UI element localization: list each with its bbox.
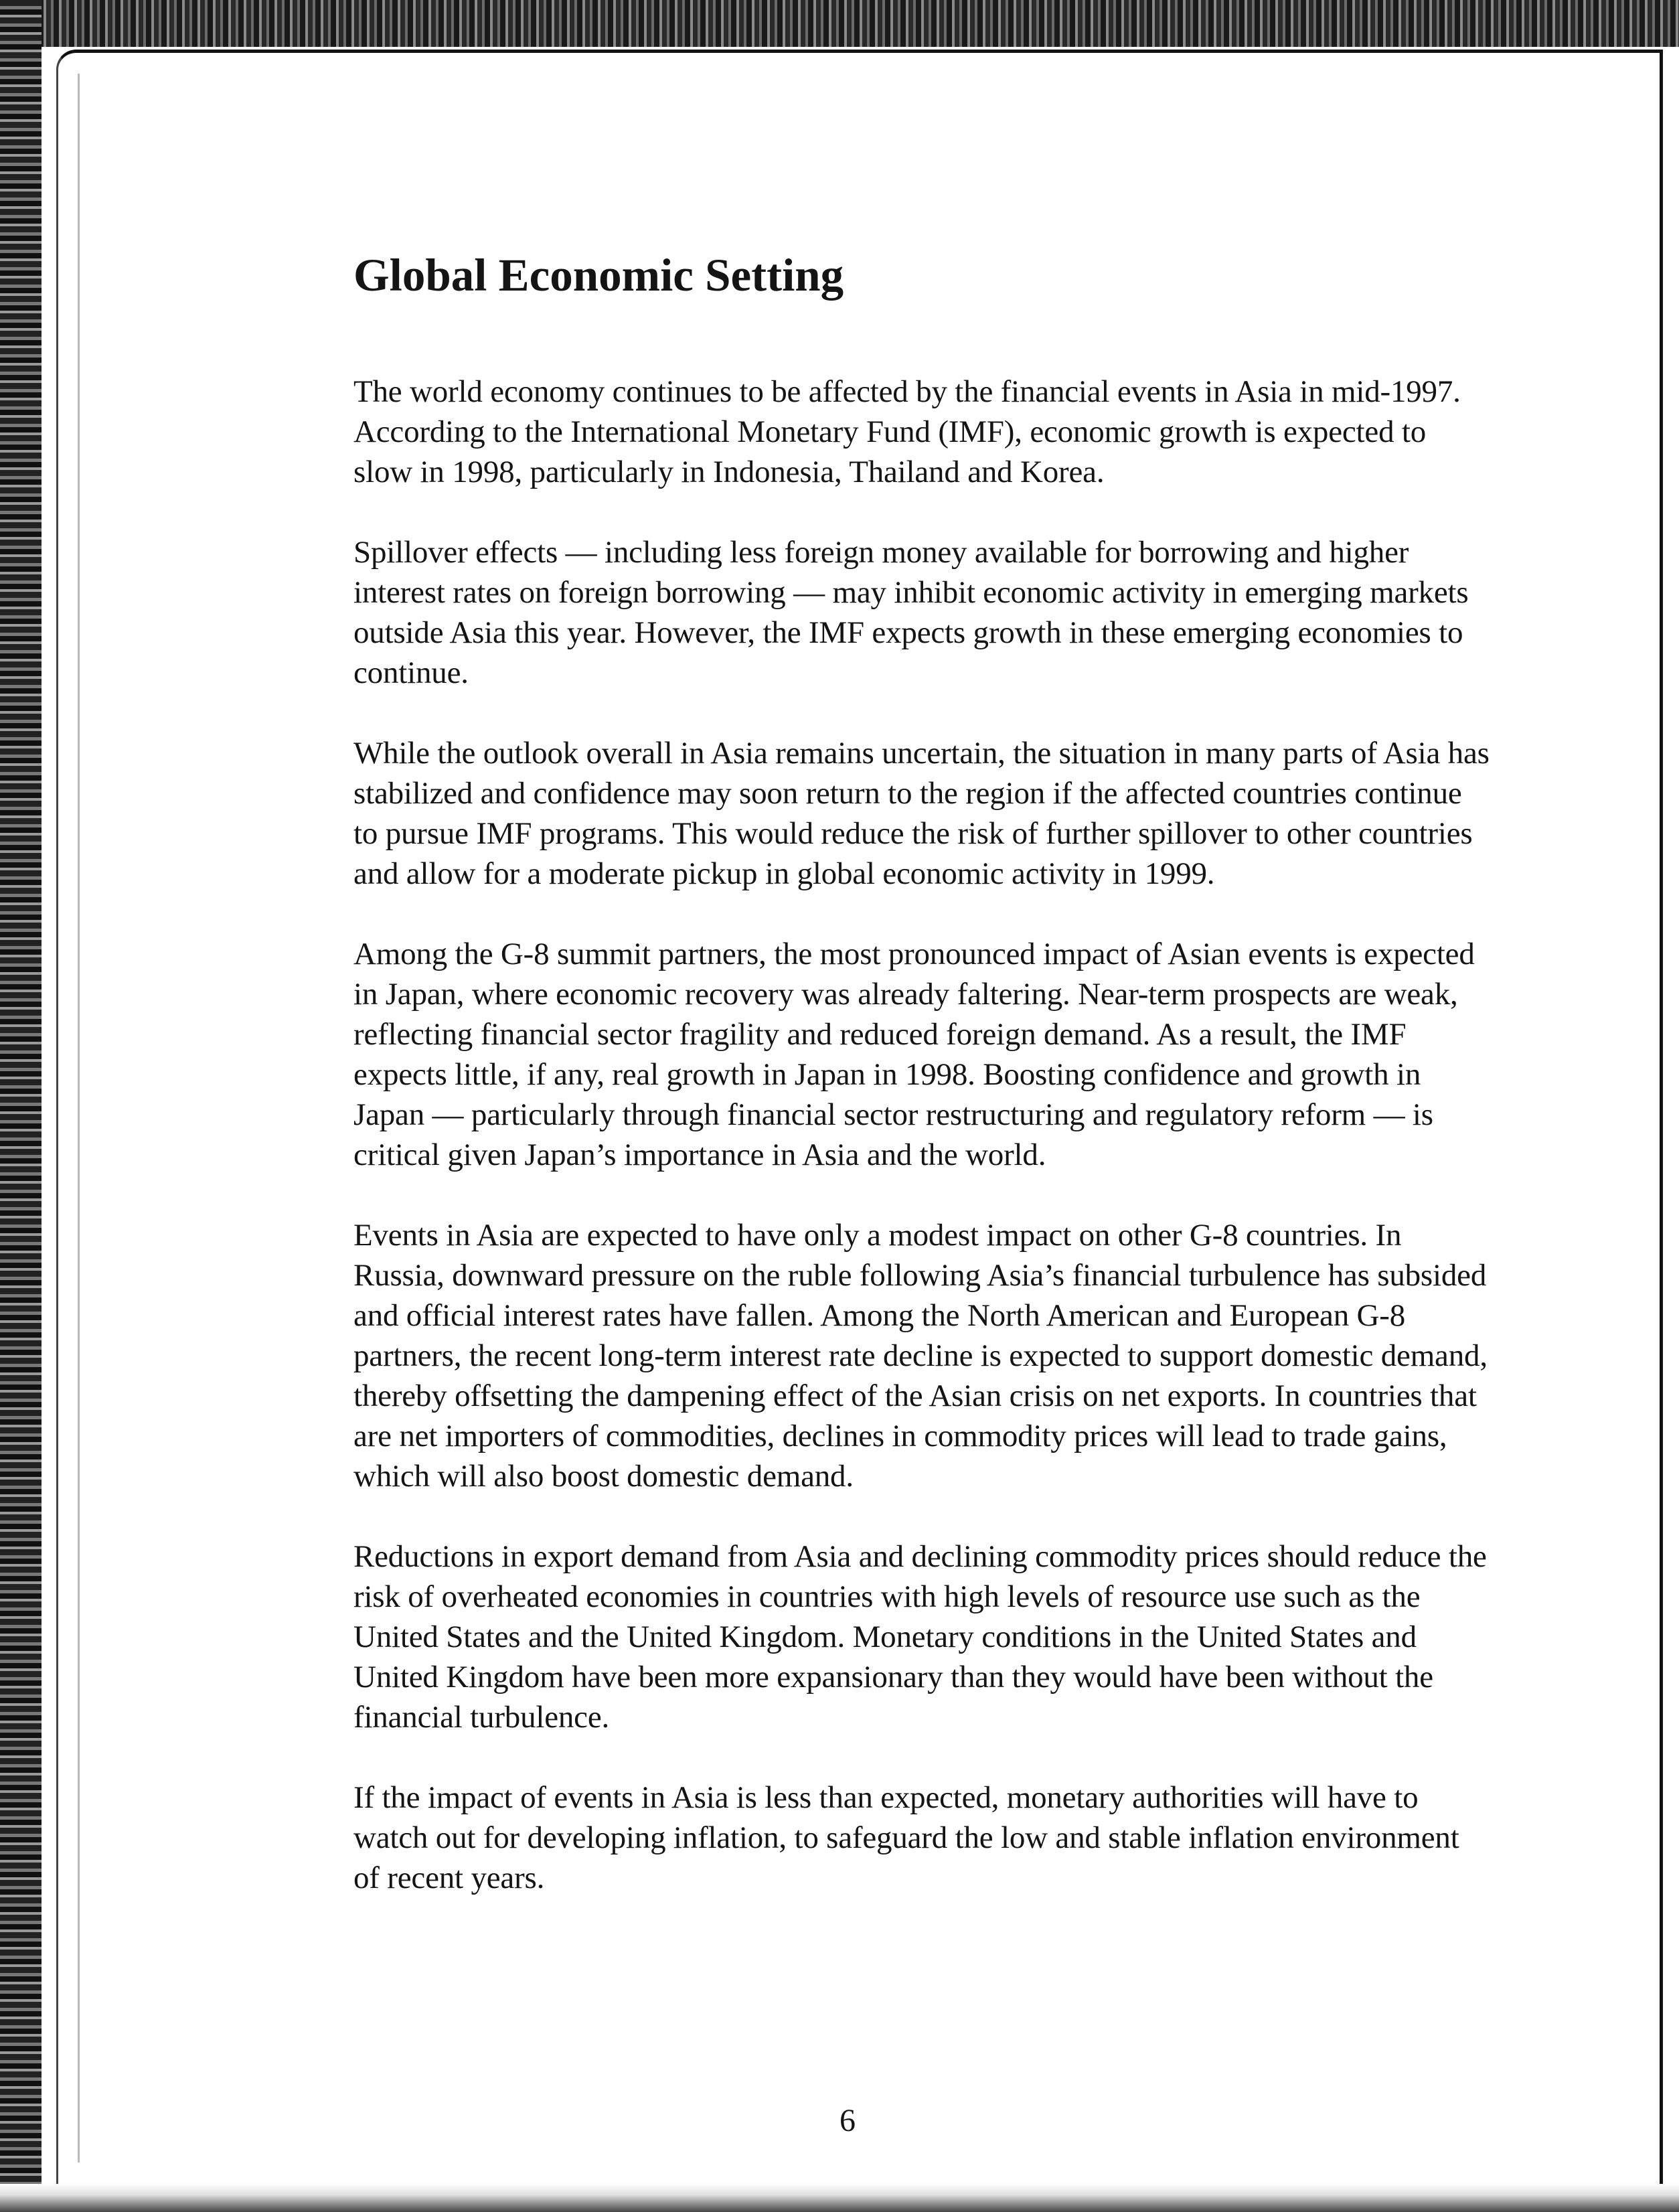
paragraph-7: If the impact of events in Asia is less than expected, monetary authorities will have to watch out for developing inflation, to safeguard the low and stable inflation environment of recent years. xyxy=(353,1780,1459,1896)
fold-line xyxy=(78,74,80,2162)
paragraph-4: Among the G-8 summit partners, the most pronounced impact of Asian events is expected in Japan, where economic recovery was already faltering. Near-term prospects are weak, reflecting financial sector fragility and reduced foreign demand. As a result, the IMF expects little, if any, real growth in Japan in 1998. Boosting confidence and growth in Japan — particularly through financial sector restructuring and regulatory reform — is critical given Japan’s importance in Asia and the world. xyxy=(353,937,1475,1173)
paragraph-1: The world economy continues to be affected by the financial events in Asia in mid-1997. According to the International Monetary Fund (IMF), economic growth is expected to slow in 1998, particularly in Indonesia, Thailand and Korea. xyxy=(353,374,1461,490)
scan-edge-left xyxy=(0,0,42,2212)
page-number: 6 xyxy=(840,2103,856,2138)
page-title: Global Economic Setting xyxy=(353,250,844,301)
scan-edge-top xyxy=(0,0,1679,47)
paragraph-5: Events in Asia are expected to have only a modest impact on other G-8 countries. In Russia, downward pressure on the ruble following Asia’s financial turbulence has subsided and official interest rates have fallen. Among the North American and European G-8 partners, the recent long-term interest rate decline is expected to support domestic demand, thereby offsetting the dampening effect of the Asian crisis on net exports. In countries that are net importers of commodities, declines in commodity prices will lead to trade gains, which will also boost domestic demand. xyxy=(353,1218,1488,1494)
paragraph-2: Spillover effects — including less foreign money available for borrowing and higher interest rates on foreign borrowing — may inhibit economic activity in emerging markets outside Asia this year. However, the IMF expects growth in these emerging economies to continue. xyxy=(353,535,1469,691)
paragraph-3: While the outlook overall in Asia remains uncertain, the situation in many parts of Asia has stabilized and confidence may soon return to the region if the affected countries continue to pursue IMF programs. This would reduce the risk of further spillover to other countries and allow for a moderate pickup in global economic activity in 1999. xyxy=(353,736,1490,892)
document-body xyxy=(353,249,1492,1938)
paragraph-6: Reductions in export demand from Asia and declining commodity prices should reduce the risk of overheated economies in countries with high levels of resource use such as the United States and the United Kingdom. Monetary conditions in the United States and United Kingdom have been more expansionary than they would have been without the financial turbulence. xyxy=(353,1539,1487,1735)
scan-edge-bottom xyxy=(0,2184,1679,2212)
